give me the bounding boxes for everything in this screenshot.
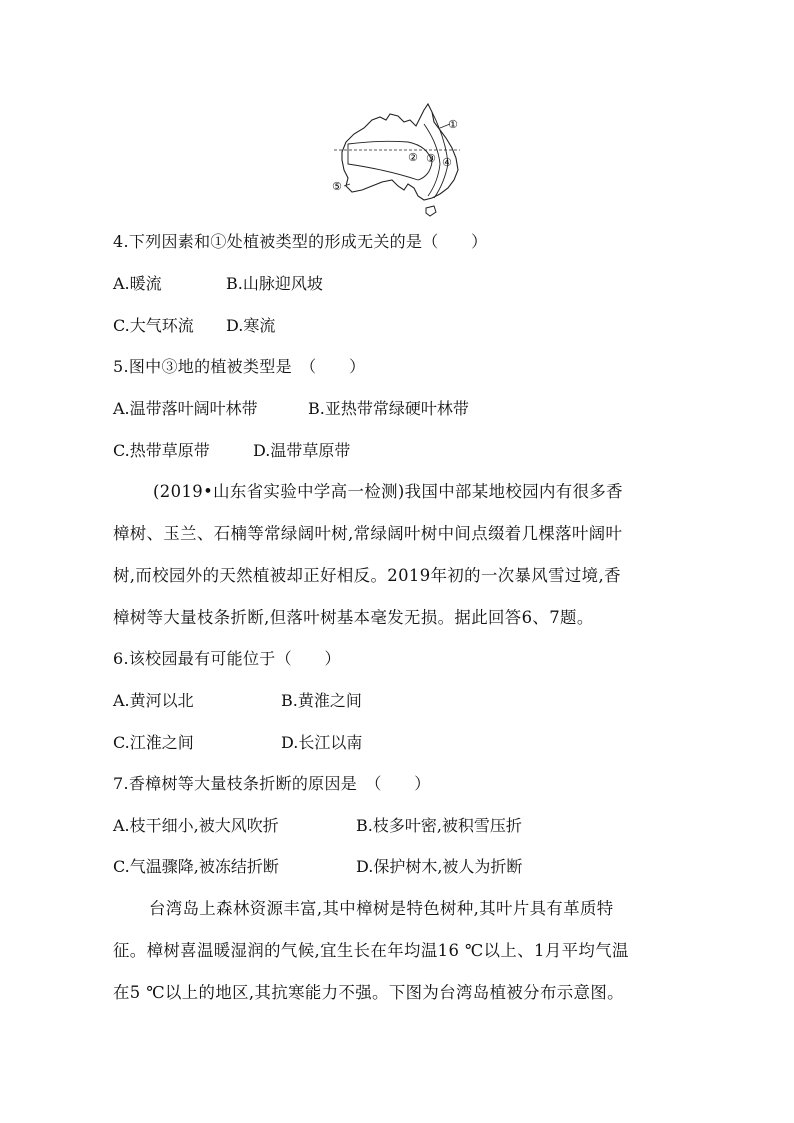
question-5-stem: 5.图中③地的植被类型是 （ ） [113,357,366,376]
map-label-5: ⑤ [332,180,342,193]
passage-1-line: 樟树等大量枝条折断,但落叶树基本毫发无损。据此回答6、7题。 [113,608,594,627]
q7-option-a[interactable]: A.枝干细小,被大风吹折 [113,816,279,835]
question-6-stem: 6.该校园最有可能位于（ ） [113,649,341,668]
q4-option-d[interactable]: D.寒流 [226,316,276,335]
question-7-stem: 7.香樟树等大量枝条折断的原因是 （ ） [113,774,431,793]
australia-outline [342,104,458,200]
q5-option-b[interactable]: B.亚热带常绿硬叶林带 [308,399,469,418]
q5-option-a[interactable]: A.温带落叶阔叶林带 [113,399,258,418]
question-4-stem: 4.下列因素和①处植被类型的形成无关的是（ ） [113,232,488,251]
map-label-2: ② [408,151,418,164]
map-label-4: ④ [442,156,452,169]
passage-1 [113,481,683,649]
q7-option-d[interactable]: D.保护树木,被人为折断 [356,857,523,876]
q6-option-d[interactable]: D.长江以南 [281,733,363,752]
map-label-1: ① [448,118,458,131]
passage-1-line: 树,而校园外的天然植被却正好相反。2019年初的一次暴风雪过境,香 [113,566,621,585]
q7-option-c[interactable]: C.气温骤降,被冻结折断 [113,857,279,876]
zone-boundary-inner [348,141,432,180]
q4-option-c[interactable]: C.大气环流 [113,316,194,335]
tasmania-outline [426,206,436,216]
q4-option-b[interactable]: B.山脉迎风坡 [226,274,323,293]
passage-2-line: 征。樟树喜温暖湿润的气候,宜生长在年均温16 ℃以上、1月平均气温 [113,941,629,960]
passage-2-line: 台湾岛上森林资源丰富,其中樟树是特色树种,其叶片具有革质特 [149,899,614,918]
map-label-3: ③ [426,152,436,165]
passage-1-line: 樟树、玉兰、石楠等常绿阔叶树,常绿阔叶树中间点缀着几棵落叶阔叶 [113,524,623,543]
q7-option-b[interactable]: B.枝多叶密,被积雪压折 [356,816,522,835]
australia-vegetation-map [328,100,468,222]
q5-option-c[interactable]: C.热带草原带 [113,441,210,460]
passage-1-line: (2019•山东省实验中学高一检测)我国中部某地校园内有很多香 [153,482,623,501]
passage-2 [113,898,683,1024]
leader-5 [344,184,350,186]
q5-option-d[interactable]: D.温带草原带 [253,441,351,460]
q6-option-a[interactable]: A.黄河以北 [113,691,194,710]
q4-option-a[interactable]: A.暖流 [113,274,162,293]
q6-option-b[interactable]: B.黄淮之间 [281,691,362,710]
q6-option-c[interactable]: C.江淮之间 [113,733,194,752]
passage-2-line: 在5 ℃以上的地区,其抗寒能力不强。下图为台湾岛植被分布示意图。 [113,983,624,1002]
